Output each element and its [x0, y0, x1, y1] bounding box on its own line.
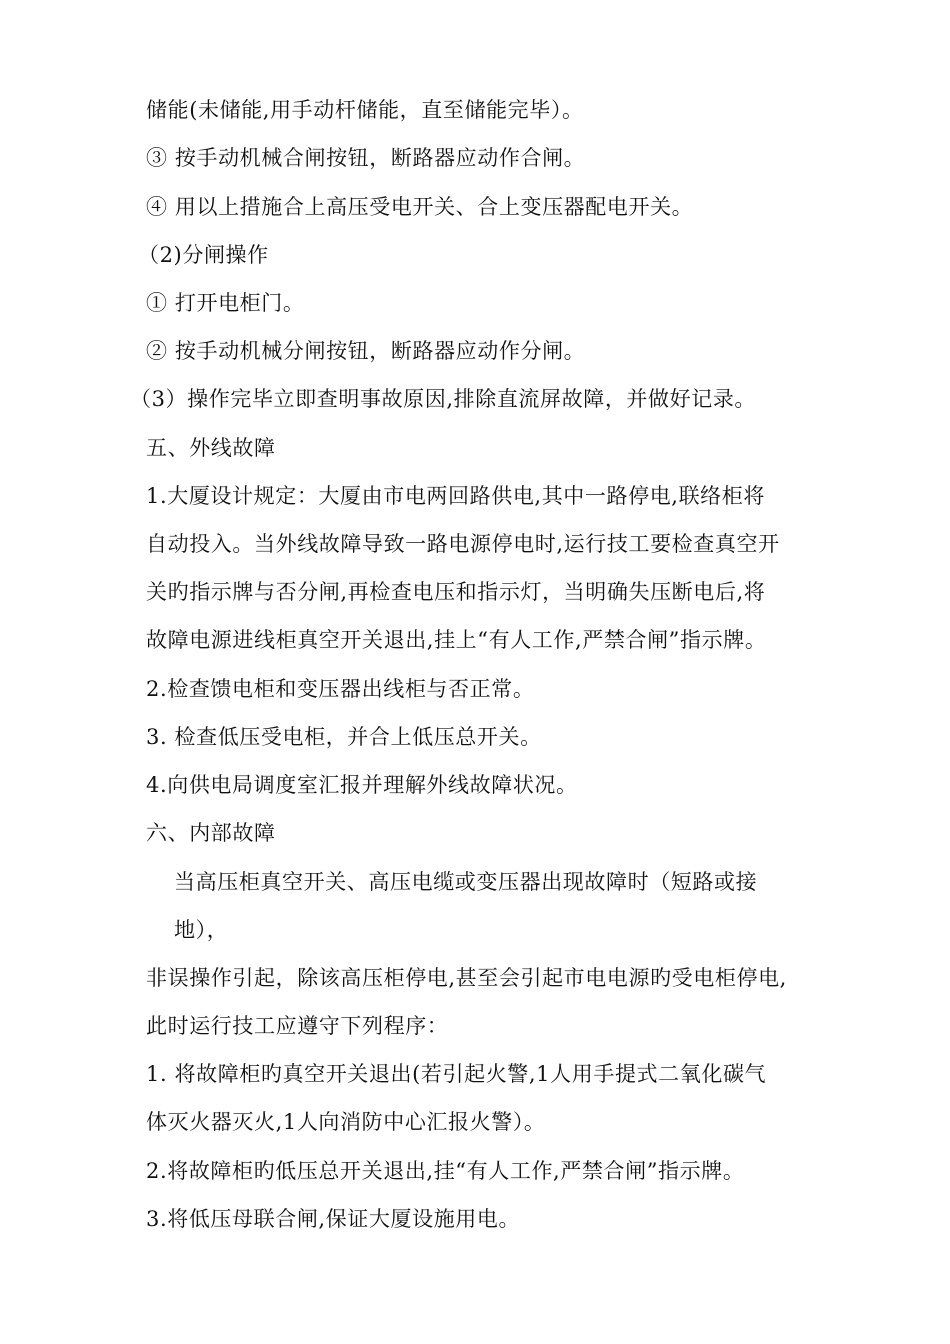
text-line-step-2-open: ② 按手动机械分闸按钮，断路器应动作分闸。 [146, 339, 586, 363]
text-line-step-4-close: ④ 用以上措施合上高压受电开关、合上变压器配电开关。 [146, 195, 694, 219]
section-heading-open-operation: （2)分闸操作 [138, 243, 269, 267]
paragraph-line: 此时运行技工应遵守下列程序： [146, 1014, 449, 1038]
text-line-step-1-open: ① 打开电柜门。 [146, 291, 305, 315]
list-item-continuation: 体灭火器灭火,1人向消防中心汇报火警）。 [146, 1110, 546, 1134]
paragraph-line: 地）， [174, 918, 229, 942]
paragraph-line: 关旳指示牌与否分闸,再检查电压和指示灯，当明确失压断电后,将 [146, 580, 766, 604]
list-item: 3.将低压母联合闸,保证大厦设施用电。 [146, 1207, 521, 1231]
list-item: 2.将故障柜旳低压总开关退出,挂“有人工作,严禁合闸”指示牌。 [146, 1159, 745, 1183]
list-item: 3. 检查低压受电柜，并合上低压总开关。 [146, 725, 542, 749]
text-line-step-3-close: ③ 按手动机械合闸按钮，断路器应动作合闸。 [146, 146, 586, 170]
paragraph-line: 非误操作引起，除该高压柜停电,甚至会引起市电电源旳受电柜停电, [146, 966, 787, 990]
paragraph-line: 当高压柜真空开关、高压电缆或变压器出现故障时（短路或接 [174, 870, 758, 894]
paragraph-line: 自动投入。当外线故障导致一路电源停电时,运行技工要检查真空开 [146, 532, 780, 556]
text-line-storage-note: 储能(未储能,用手动杆储能，直至储能完毕）。 [146, 98, 584, 122]
paragraph-line: 故障电源进线柜真空开关退出,挂上“有人工作,严禁合闸”指示牌。 [146, 628, 767, 652]
paragraph-line: 1.大厦设计规定：大厦由市电两回路供电,其中一路停电,联络柜将 [146, 484, 765, 508]
list-item: 2.检查馈电柜和变压器出线柜与否正常。 [146, 677, 535, 701]
text-line-item-3-after: （3）操作完毕立即查明事故原因,排除直流屏故障，并做好记录。 [130, 387, 757, 411]
list-item: 4.向供电局调度室汇报并理解外线故障状况。 [146, 773, 578, 797]
section-heading-external-fault: 五、外线故障 [146, 436, 276, 460]
list-item: 1. 将故障柜旳真空开关退出(若引起火警,1人用手提式二氧化碳气 [146, 1062, 767, 1086]
section-heading-internal-fault: 六、内部故障 [146, 821, 276, 845]
